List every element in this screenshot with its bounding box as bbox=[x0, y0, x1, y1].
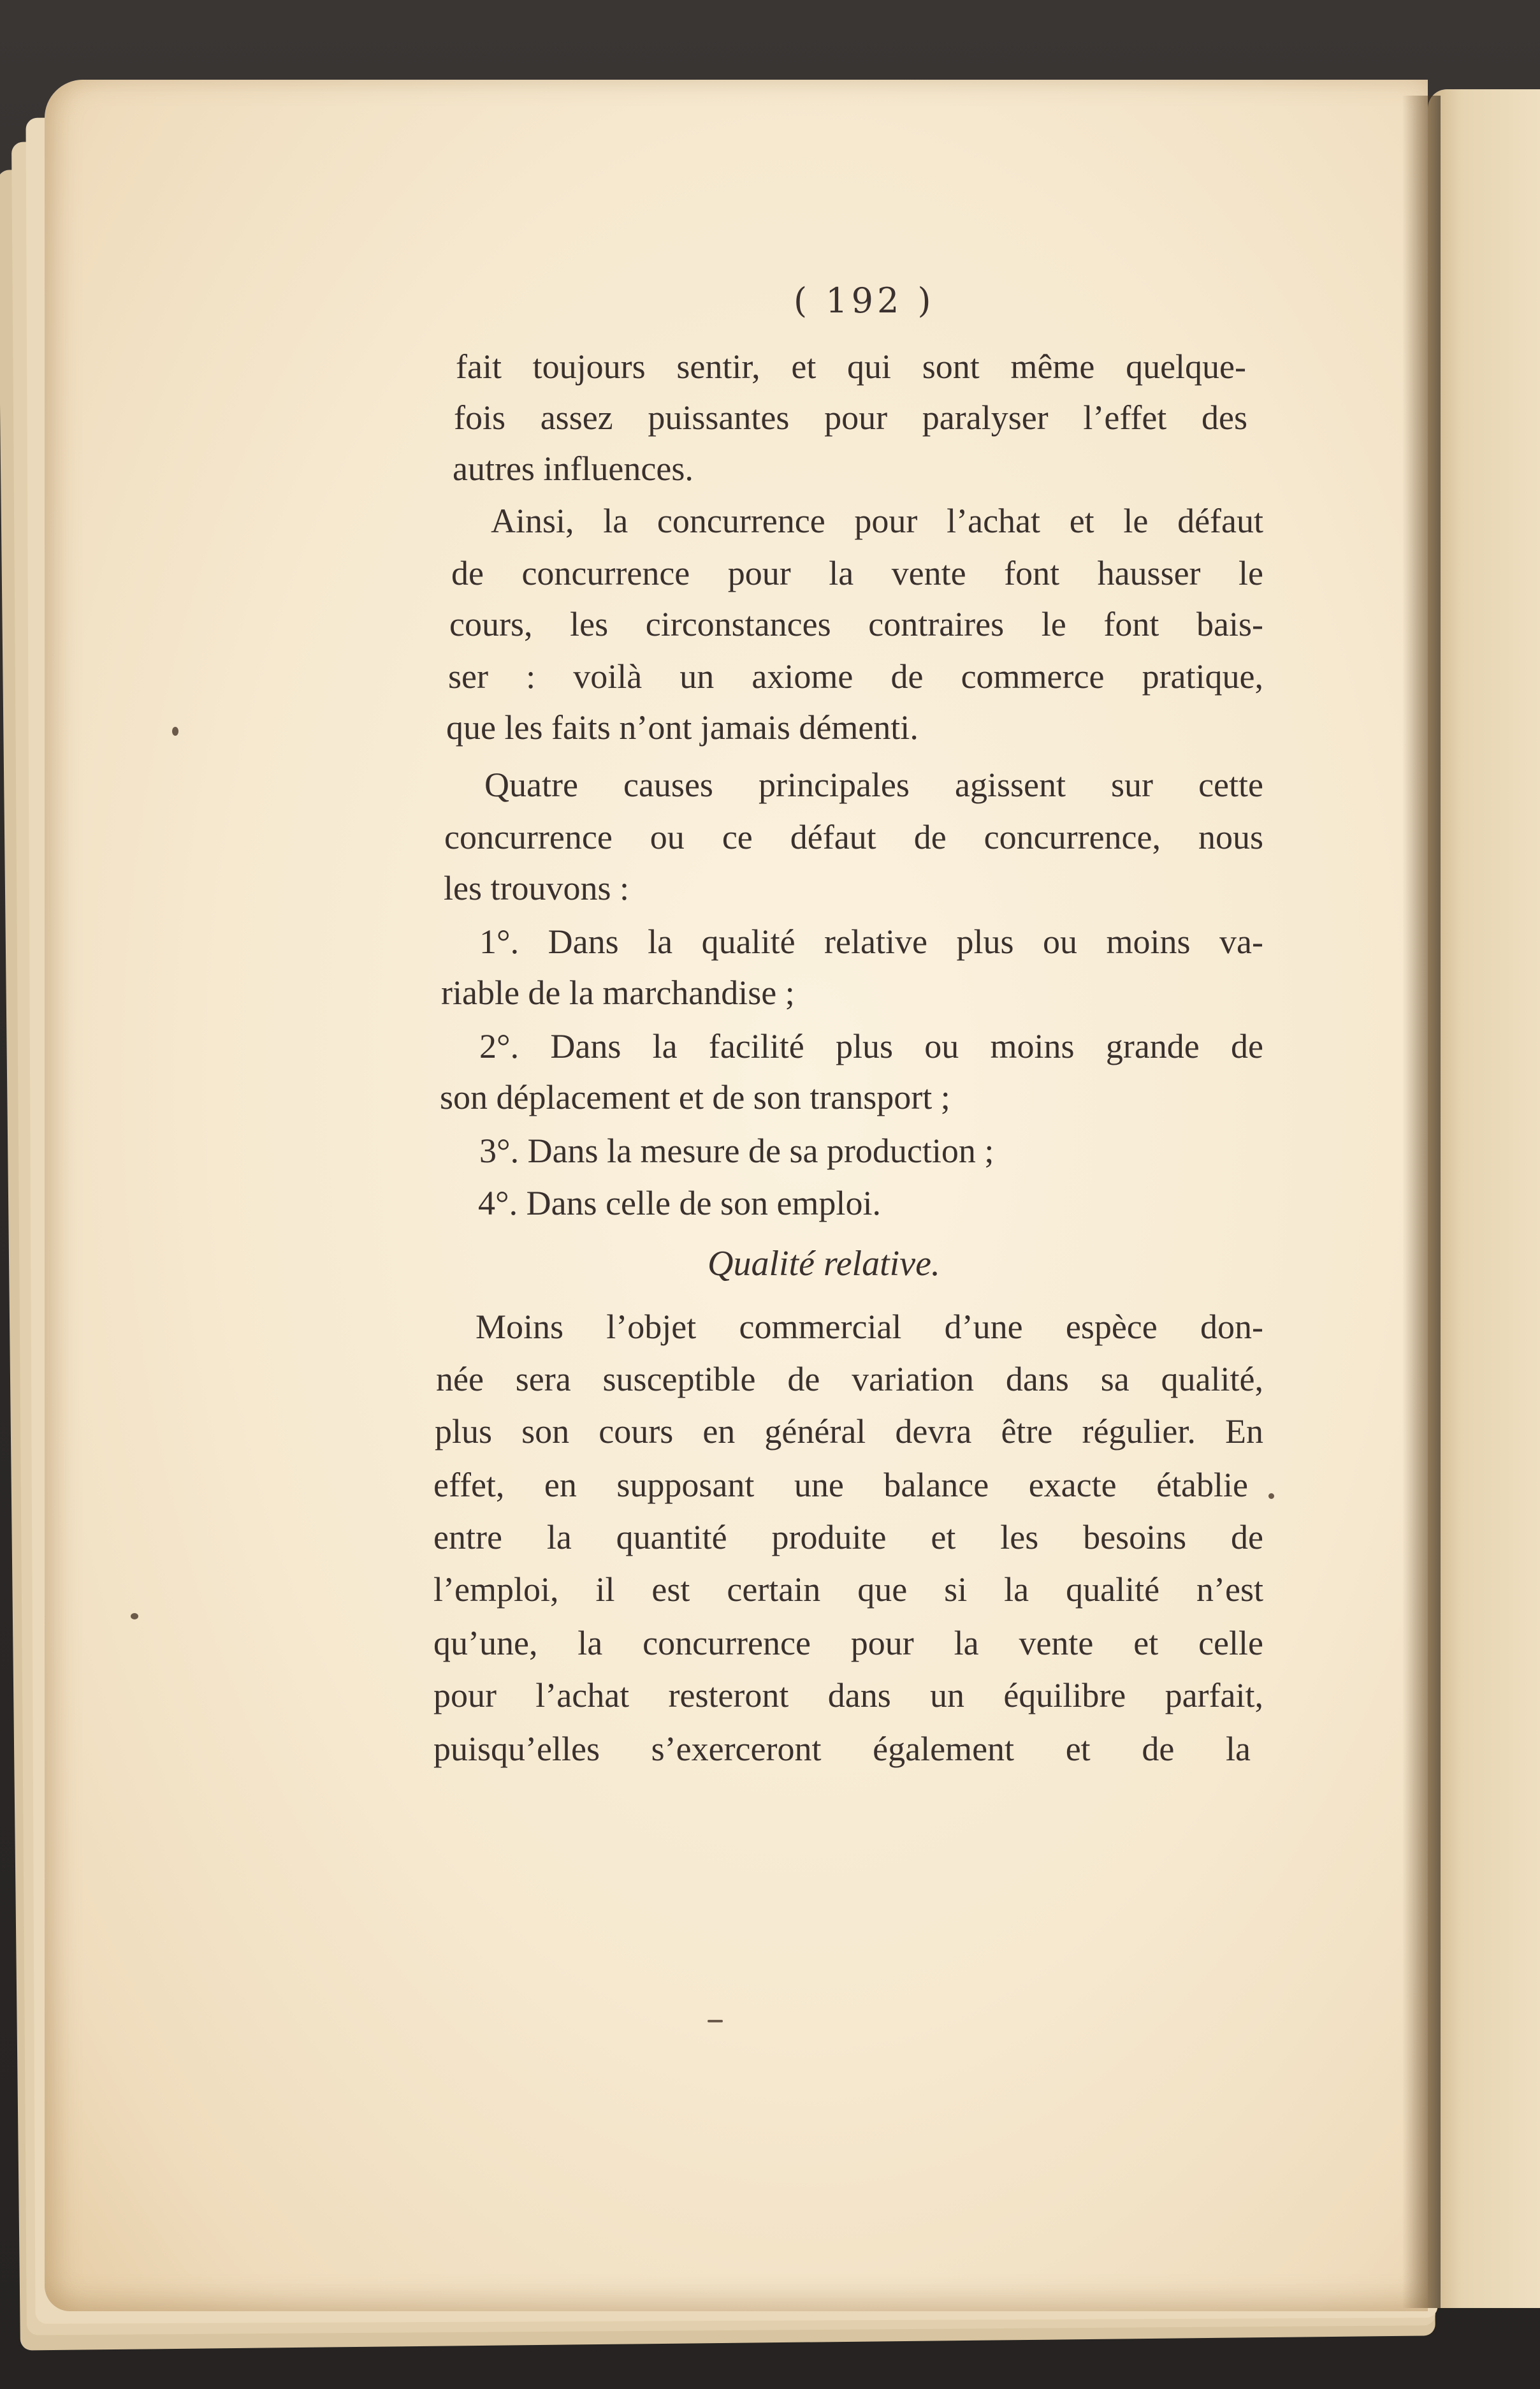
text-line: les trouvons : bbox=[444, 869, 629, 907]
list-item-line: 1°. Dans la qualité relative plus ou moins va- bbox=[479, 923, 1263, 961]
gutter-shadow bbox=[1402, 96, 1441, 2308]
list-item-line: 2°. Dans la facilité plus ou moins grande de bbox=[479, 1027, 1263, 1065]
text-line: plus son cours en général devra être régulier. En bbox=[435, 1412, 1263, 1450]
text-line: effet, en supposant une balance exacte établie bbox=[433, 1466, 1248, 1504]
list-item-line: riable de la marchandise ; bbox=[441, 974, 795, 1012]
text-line: ser : voilà un axiome de commerce pratique, bbox=[448, 657, 1263, 696]
text-line: l’emploi, il est certain que si la qualité n’est bbox=[433, 1570, 1263, 1609]
list-item-line: 3°. Dans la mesure de sa production ; bbox=[479, 1132, 994, 1170]
text-line: que les faits n’ont jamais démenti. bbox=[446, 708, 919, 747]
text-line: de concurrence pour la vente font hausser le bbox=[451, 554, 1263, 592]
ink-speck bbox=[1268, 1493, 1274, 1499]
text-line: cours, les circonstances contraires le font bais- bbox=[449, 605, 1263, 643]
text-line: puisqu’elles s’exerceront également et de la bbox=[433, 1730, 1251, 1768]
section-heading: Qualité relative. bbox=[708, 1244, 940, 1283]
text-line: Ainsi, la concurrence pour l’achat et le défaut bbox=[491, 502, 1263, 540]
text-line: Moins l’objet commercial d’une espèce don- bbox=[476, 1308, 1263, 1346]
list-item-line: 4°. Dans celle de son emploi. bbox=[478, 1184, 881, 1222]
ink-speck bbox=[708, 2020, 723, 2022]
text-line: pour l’achat resteront dans un équilibre parfait, bbox=[433, 1676, 1263, 1714]
text-line: née sera susceptible de variation dans sa qualité, bbox=[436, 1360, 1263, 1398]
text-line: qu’une, la concurrence pour la vente et celle bbox=[433, 1624, 1263, 1662]
facing-page bbox=[1428, 89, 1540, 2308]
text-line: entre la quantité produite et les besoins de bbox=[433, 1518, 1263, 1556]
text-line: concurrence ou ce défaut de concurrence, nous bbox=[444, 818, 1263, 856]
text-line: fait toujours sentir, et qui sont même quelque- bbox=[456, 347, 1246, 386]
text-line: Quatre causes principales agissent sur cette bbox=[484, 766, 1263, 804]
ink-speck bbox=[131, 1613, 138, 1619]
list-item-line: son déplacement et de son transport ; bbox=[440, 1078, 950, 1116]
ink-speck bbox=[172, 727, 178, 736]
page-number: ( 192 ) bbox=[794, 281, 935, 321]
text-line: autres influences. bbox=[453, 449, 694, 488]
text-line: fois assez puissantes pour paralyser l’effet des bbox=[454, 398, 1247, 437]
